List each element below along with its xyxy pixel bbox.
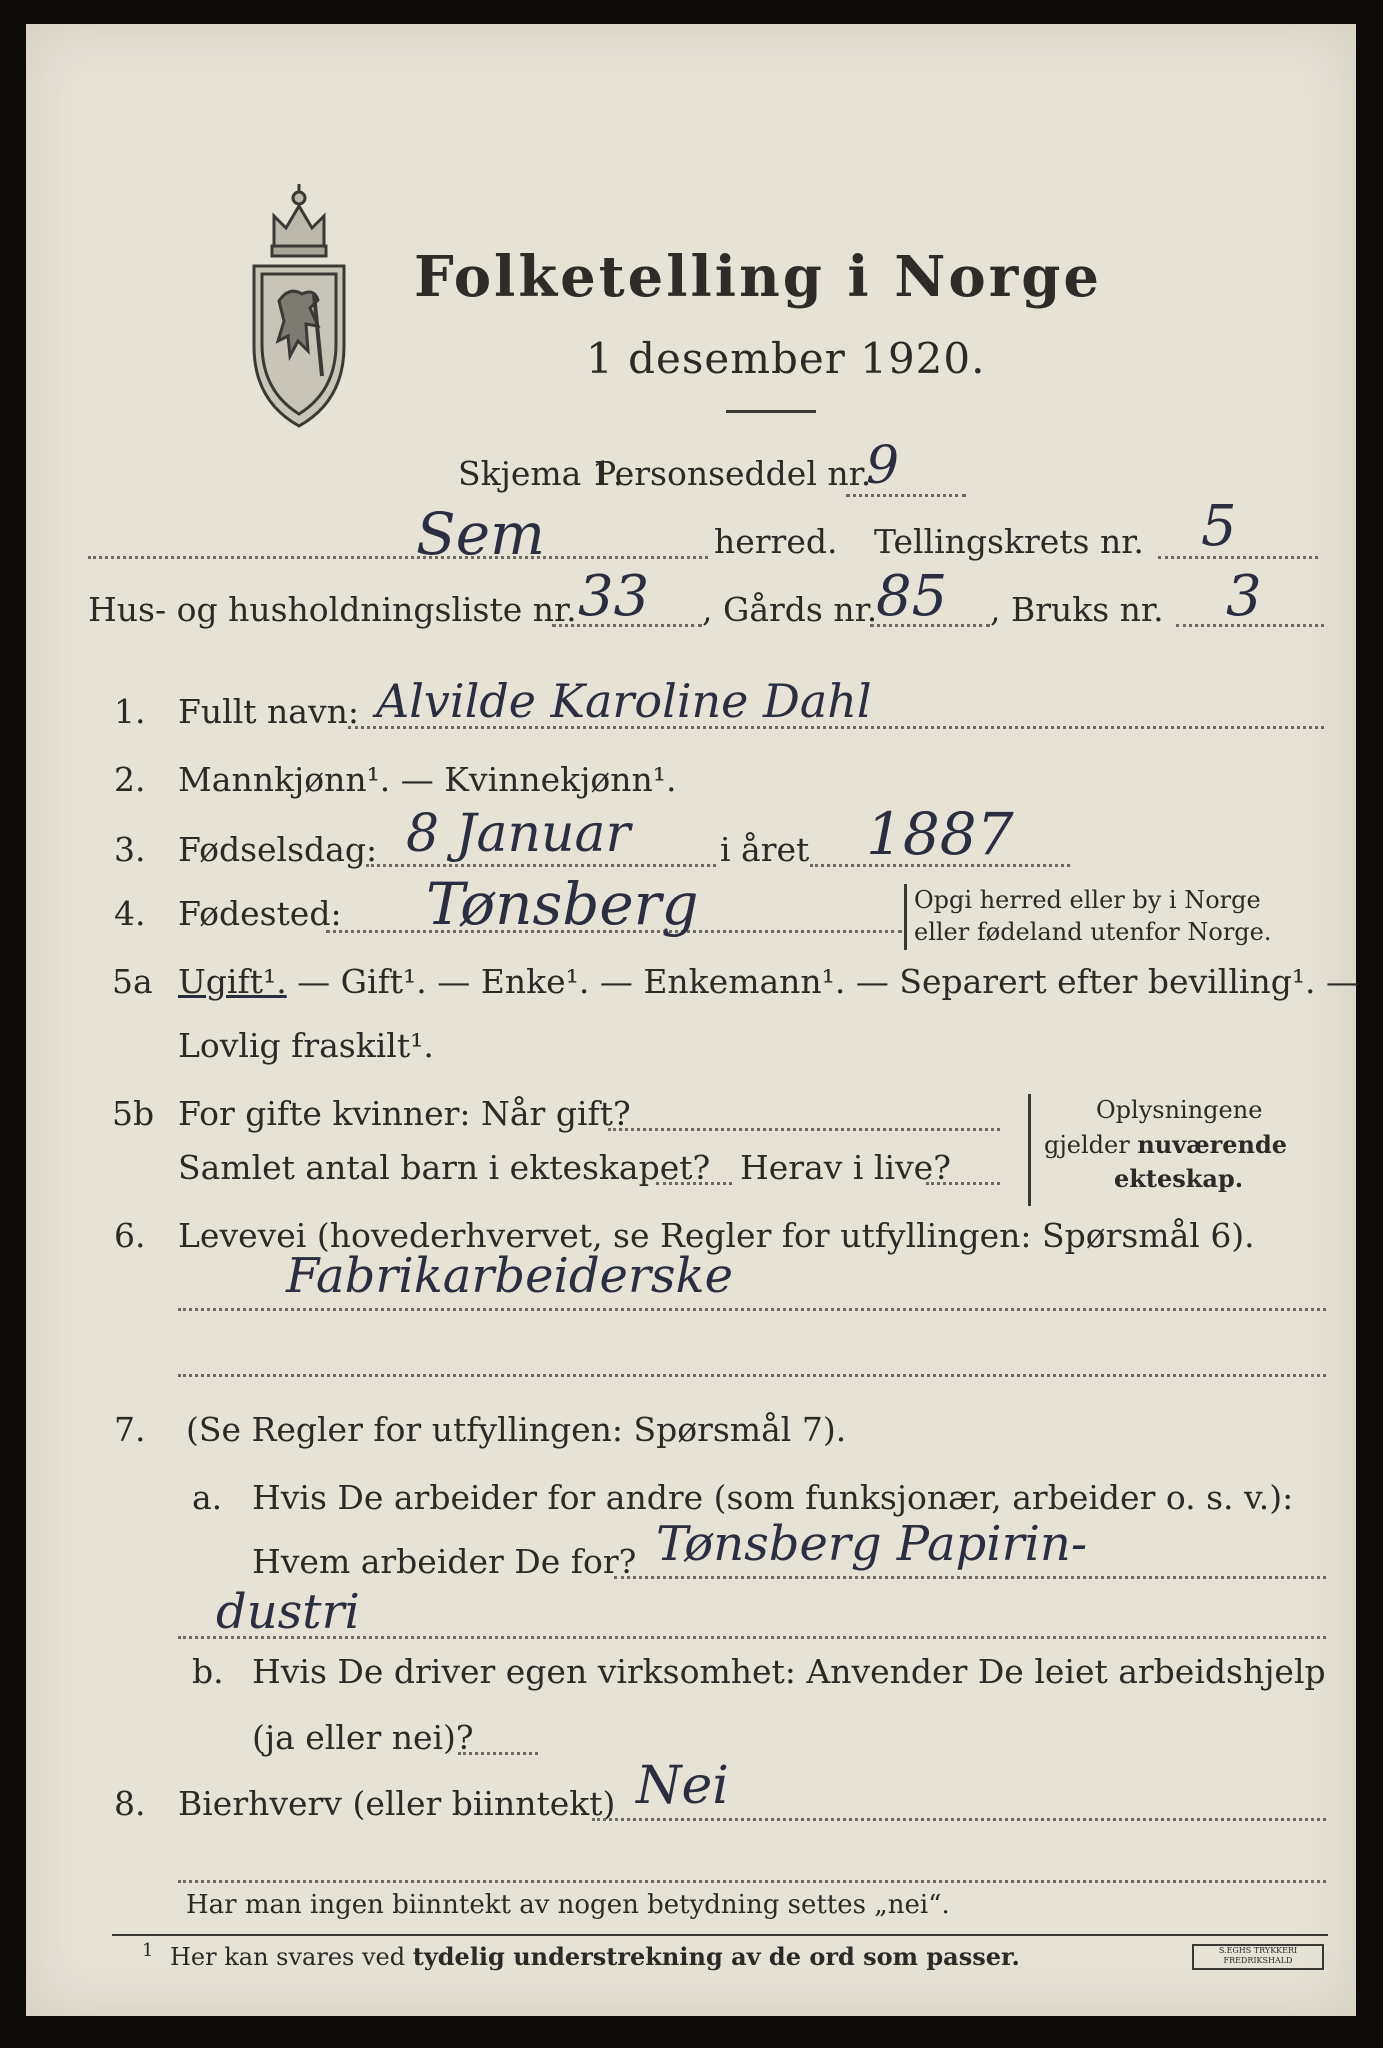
side-income-value: Nei	[636, 1756, 729, 1816]
q4-number: 4.	[114, 894, 146, 933]
employer-label: Hvem arbeider De for?	[252, 1542, 637, 1581]
tellingskrets-value: 5	[1201, 494, 1237, 559]
marriage-note-1: Oplysningene	[1096, 1096, 1263, 1124]
q5a-number: 5a	[112, 962, 153, 1001]
herred-label: herred.	[714, 522, 838, 561]
marriage-note-2a: gjelder	[1044, 1131, 1138, 1159]
personseddel-value: 9	[866, 436, 900, 496]
birthday-line	[366, 864, 716, 867]
marriage-note-2	[1044, 1130, 1287, 1159]
children-total-line	[656, 1182, 732, 1185]
footnote-text-b: tydelig understrekning av de ord som passer.	[412, 1942, 1020, 1971]
q4-label: Fødested:	[178, 894, 342, 933]
birth-year-value: 1887	[866, 800, 1014, 868]
tellingskrets-line	[1158, 556, 1318, 559]
form-title: Folketelling i Norge	[414, 244, 1103, 310]
gards-label: , Gårds nr.	[702, 590, 878, 629]
occupation-line-2	[178, 1374, 1326, 1377]
printer-stamp: S.EGHS TRYKKERI FREDRIKSHALD	[1192, 1944, 1324, 1970]
q7a-letter: a.	[192, 1478, 223, 1517]
children-total-label: Samlet antal barn i ekteskapet?	[178, 1148, 711, 1187]
side-income-line-1	[592, 1818, 1326, 1821]
q3-label: Fødselsdag:	[178, 830, 378, 869]
side-income-line-2	[178, 1880, 1326, 1883]
marriage-note-brace	[1028, 1094, 1031, 1206]
hired-help-label: (ja eller nei)?	[252, 1718, 474, 1757]
employer-value-2: dustri	[216, 1584, 360, 1640]
full-name-value: Alvilde Karoline Dahl	[376, 674, 872, 728]
marital-divorced-option: Lovlig fraskilt¹.	[178, 1026, 434, 1065]
personseddel-label: Personseddel nr.	[594, 454, 872, 493]
q1-number: 1.	[114, 692, 146, 731]
marriage-note-3: ekteskap.	[1114, 1164, 1244, 1193]
year-label: i året	[720, 830, 810, 869]
q5b-number: 5b	[112, 1094, 155, 1133]
gards-value: 85	[876, 564, 948, 629]
gender-options: Mannkjønn¹. — Kvinnekjønn¹.	[178, 760, 677, 799]
footnote-text	[170, 1942, 1020, 1971]
side-income-label: Bierhverv (eller biinntekt)	[178, 1784, 616, 1823]
q7-number: 7.	[114, 1410, 146, 1449]
occupation-value: Fabrikarbeiderske	[286, 1248, 734, 1304]
census-form-sheet	[26, 24, 1360, 2016]
children-alive-label: Herav i live?	[740, 1148, 951, 1187]
footnote-number: 1	[142, 1940, 154, 1961]
married-when-line	[608, 1128, 1000, 1131]
tellingskrets-label: Tellingskrets nr.	[874, 522, 1144, 561]
q7-label: (Se Regler for utfyllingen: Spørsmål 7).	[186, 1410, 847, 1449]
footer-rule	[112, 1934, 1328, 1936]
norwegian-coat-of-arms-icon	[244, 176, 354, 436]
title-divider	[726, 410, 816, 413]
bruks-value: 3	[1226, 564, 1262, 629]
census-date: 1 desember 1920.	[586, 334, 986, 383]
q7a-text: Hvis De arbeider for andre (som funksjonær, arbeider o. s. v.):	[252, 1478, 1294, 1517]
occupation-label: Levevei (hovederhvervet, se Regler for utfyllingen: Spørsmål 6).	[178, 1216, 1255, 1255]
q6-number: 6.	[114, 1216, 146, 1255]
personseddel-line	[846, 494, 966, 497]
birthplace-value: Tønsberg	[426, 870, 699, 938]
schema-label: Skjema 1.	[458, 454, 624, 493]
marriage-note-2b: nuværende	[1137, 1130, 1288, 1159]
occupation-line-1	[178, 1308, 1326, 1311]
bruks-label: , Bruks nr.	[990, 590, 1164, 629]
marital-ugift-option: Ugift¹.	[178, 962, 287, 1001]
side-income-note: Har man ingen biinntekt av nogen betydning settes „nei“.	[186, 1890, 950, 1920]
birthplace-note-1: Opgi herred eller by i Norge	[914, 886, 1261, 914]
birthplace-note-brace	[904, 884, 907, 950]
q7b-letter: b.	[192, 1652, 224, 1691]
employer-value-1: Tønsberg Papirin-	[656, 1516, 1088, 1572]
married-when-label: For gifte kvinner: Når gift?	[178, 1094, 631, 1133]
birthplace-note-2: eller fødeland utenfor Norge.	[914, 918, 1272, 946]
marital-status-options	[178, 962, 1359, 1001]
herred-line	[88, 556, 708, 559]
q8-number: 8.	[114, 1784, 146, 1823]
footnote-text-a: Her kan svares ved	[170, 1943, 413, 1971]
birthday-value: 8 Januar	[406, 804, 631, 864]
q7b-text: Hvis De driver egen virksomhet: Anvender De leiet arbeidshjelp	[252, 1652, 1326, 1691]
children-alive-line	[926, 1182, 1000, 1185]
household-list-label: Hus- og husholdningsliste nr.	[88, 590, 577, 629]
herred-value: Sem	[416, 500, 546, 568]
marital-other-options: — Gift¹. — Enke¹. — Enkemann¹. — Separert efter bevilling¹. —	[286, 962, 1360, 1001]
household-list-value: 33	[578, 564, 650, 629]
hired-help-line	[458, 1752, 538, 1755]
q1-label: Fullt navn:	[178, 692, 359, 731]
q3-number: 3.	[114, 830, 146, 869]
employer-line-1	[614, 1576, 1326, 1579]
q2-number: 2.	[114, 760, 146, 799]
